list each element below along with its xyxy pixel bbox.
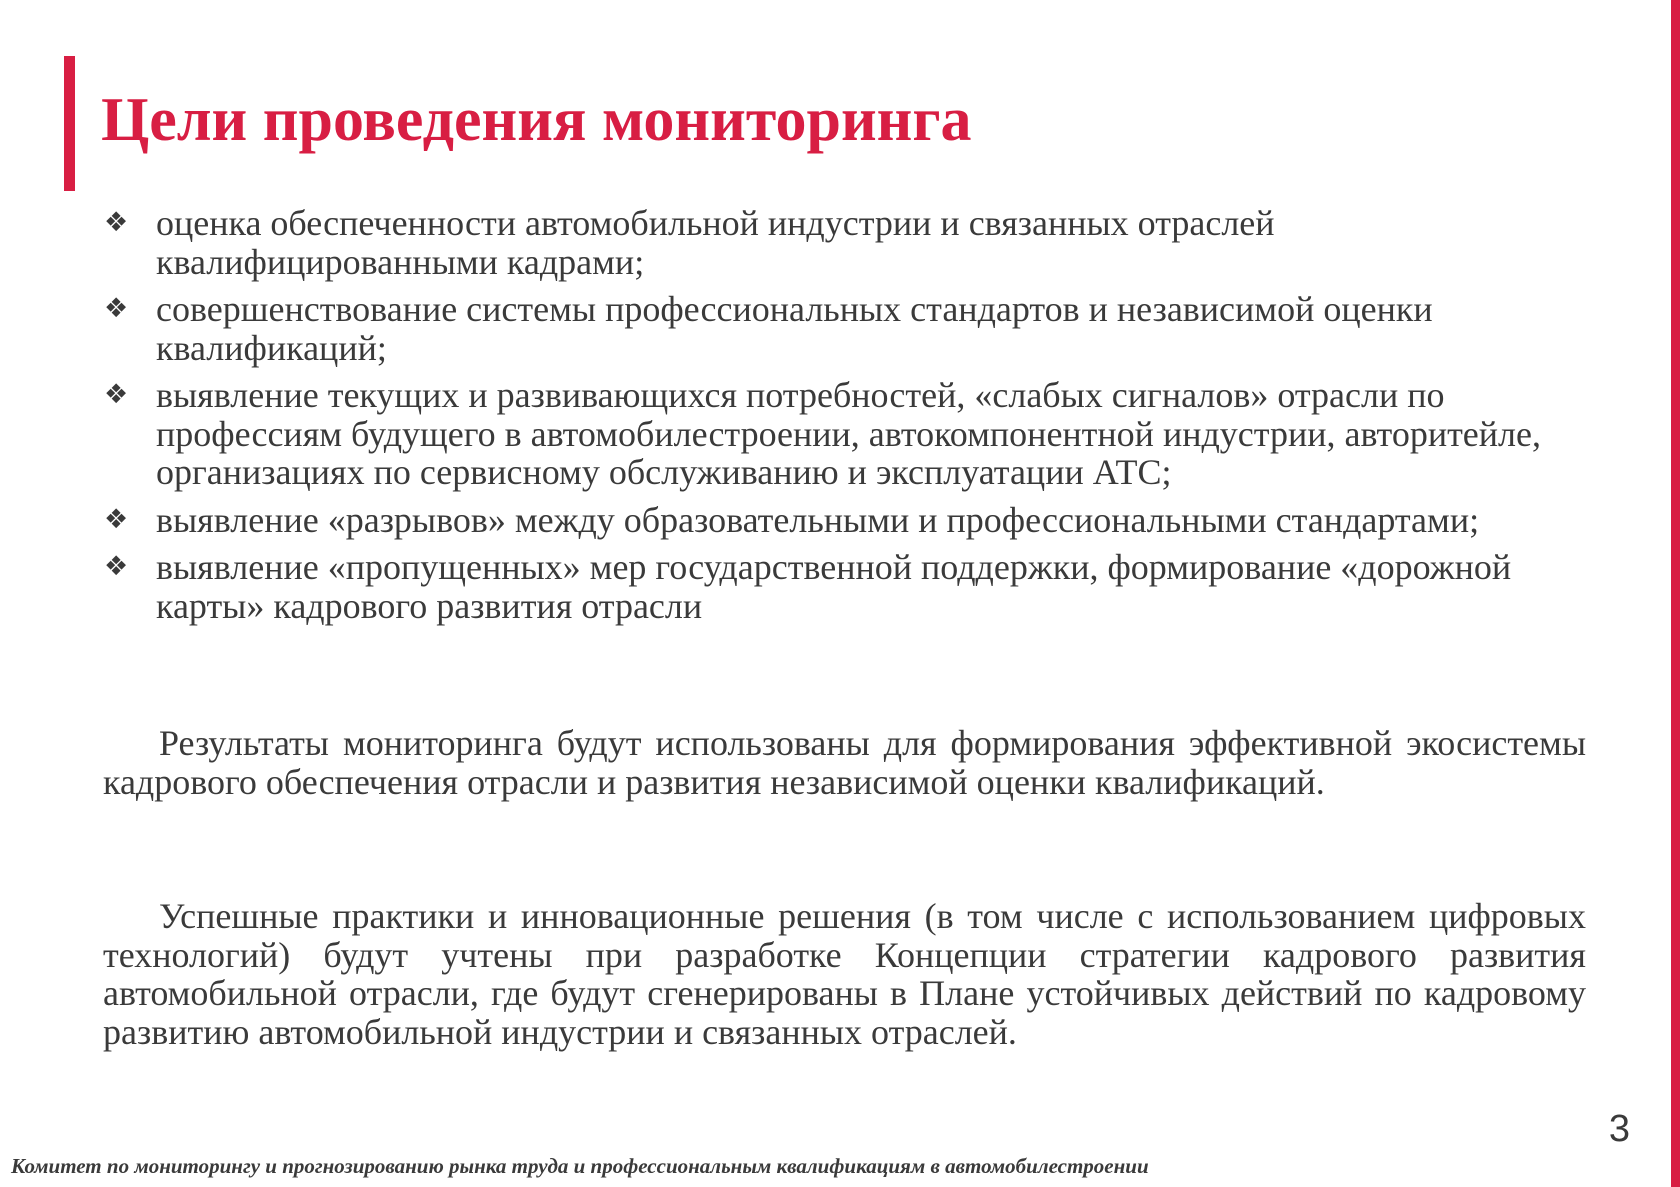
diamond-quad-bullet-icon: ❖ — [104, 551, 129, 582]
list-item — [104, 290, 1604, 367]
footer-committee-name: Комитет по мониторингу и прогнозированию рынка труда и профессиональным квалификациям в автомобилестроении — [11, 1154, 1149, 1178]
list-item — [104, 204, 1604, 281]
diamond-quad-bullet-icon: ❖ — [104, 379, 129, 410]
list-item-text: выявление текущих и развивающихся потребностей, «слабых сигналов» отрасли по профессиям будущего в автомобилестроении, автокомпонентной индустрии, авторитейле, организациях по сервисному обслуживанию и эксплуатации АТС; — [156, 375, 1541, 492]
goals-list — [104, 204, 1604, 634]
diamond-quad-bullet-icon: ❖ — [104, 503, 129, 535]
results-paragraph: Результаты мониторинга будут использованы для формирования эффективной экосистемы кадрового обеспечения отрасли и развития независимой оценки квалификаций. — [103, 723, 1586, 802]
right-edge-bar — [1671, 0, 1680, 1187]
list-item-text: выявление «разрывов» между образовательными и профессиональными стандартами; — [156, 499, 1480, 540]
list-item-text: совершенствование системы профессиональных стандартов и независимой оценки квалификаций; — [156, 289, 1433, 368]
list-item-text: оценка обеспеченности автомобильной индустрии и связанных отраслей квалифицированными кадрами; — [156, 203, 1275, 282]
page-number: 3 — [1608, 1108, 1630, 1150]
practices-paragraph: Успешные практики и инновационные решения (в том числе с использованием цифровых технологий) будут учтены при разработке Концепции стратегии кадрового развития автомобильной отрасли, где будут сгенерированы в Плане устойчивых действий по кадровому развитию автомобильной индустрии и связанных отраслей. — [103, 896, 1586, 1052]
title-accent-bar — [64, 56, 75, 191]
diamond-quad-bullet-icon: ❖ — [104, 293, 129, 324]
page-title: Цели проведения мониторинга — [101, 86, 972, 154]
list-item — [104, 548, 1604, 625]
list-item-text: выявление «пропущенных» мер государственной поддержки, формирование «дорожной карты» кадрового развития отрасли — [156, 547, 1512, 626]
list-item — [104, 501, 1604, 540]
list-item — [104, 376, 1604, 492]
diamond-quad-bullet-icon: ❖ — [104, 207, 129, 238]
